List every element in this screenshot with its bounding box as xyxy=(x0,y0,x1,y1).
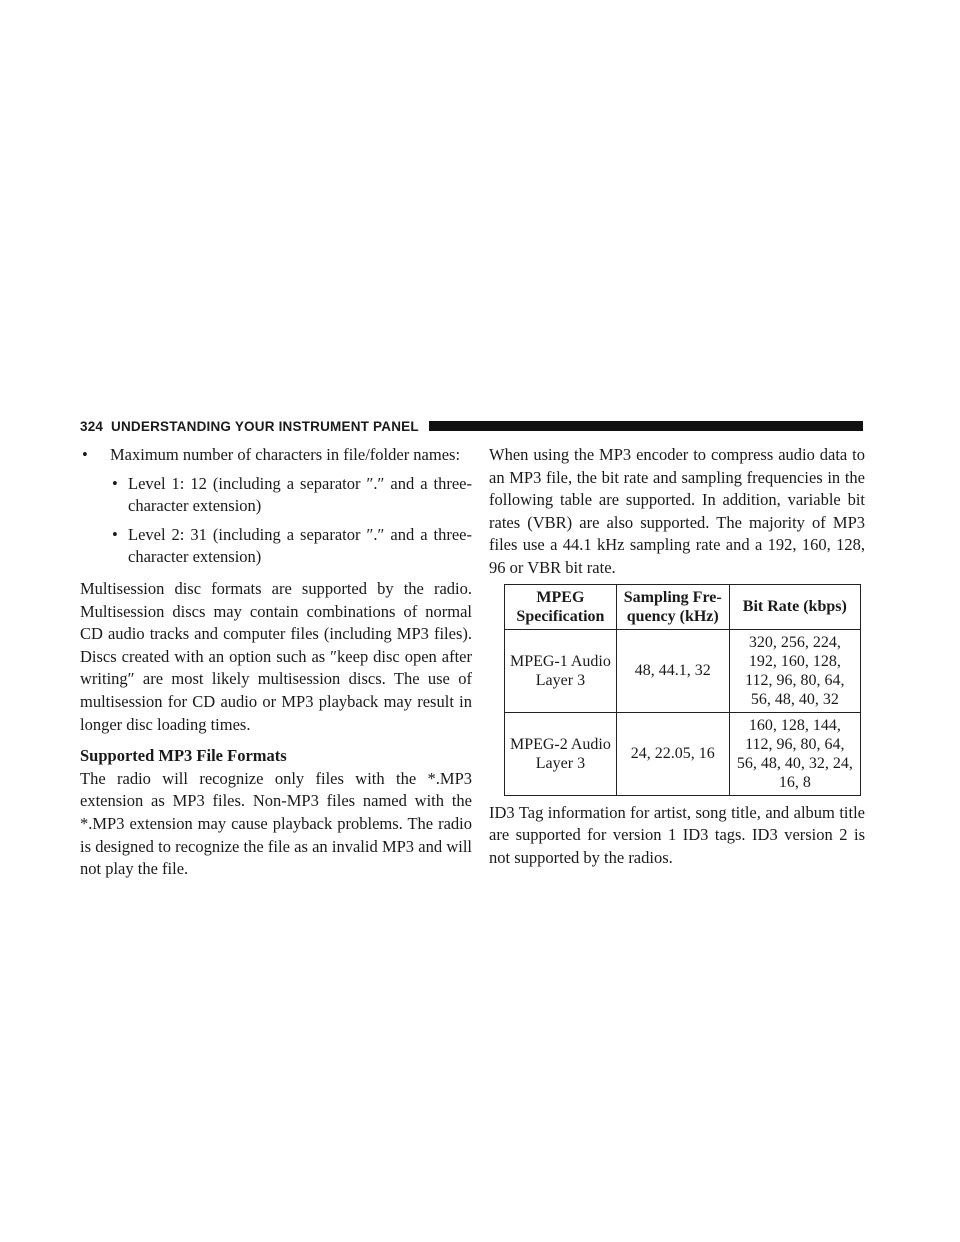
column-header: Sampling Fre-quency (kHz) xyxy=(616,584,729,629)
bullet-icon: • xyxy=(112,473,118,493)
bullet-icon: • xyxy=(112,524,118,544)
header-rule xyxy=(429,421,863,431)
column-header: Bit Rate (kbps) xyxy=(729,584,860,629)
encoder-paragraph: When using the MP3 encoder to compress audio data to an MP3 file, the bit rate and sampling frequencies in the following table are supported. In addition, variable bit rates (VBR) are also supported. The majority of MP3 files use a 44.1 kHz sampling rate and a 192, 160, 128, 96 or VBR bit rate. xyxy=(489,445,865,577)
bullet-item xyxy=(80,444,472,467)
page-header xyxy=(80,418,863,434)
table-cell: 24, 22.05, 16 xyxy=(616,712,729,795)
right-column xyxy=(489,444,865,869)
mp3-format-table xyxy=(504,584,861,796)
table-cell: MPEG-1 Audio Layer 3 xyxy=(505,629,617,712)
table-cell: MPEG-2 Audio Layer 3 xyxy=(505,712,617,795)
section-title: UNDERSTANDING YOUR INSTRUMENT PANEL xyxy=(111,418,419,434)
table-cell: 48, 44.1, 32 xyxy=(616,629,729,712)
bullet-text: Maximum number of characters in file/folder names: xyxy=(110,445,461,464)
sub-bullet-item xyxy=(80,473,472,518)
left-column xyxy=(80,444,472,881)
table-cell: 320, 256, 224, 192, 160, 128, 112, 96, 80, 64, 56, 48, 40, 32 xyxy=(729,629,860,712)
column-header: MPEG Specification xyxy=(505,584,617,629)
sub-bullet-item xyxy=(80,524,472,569)
formats-paragraph: The radio will recognize only files with the *.MP3 extension as MP3 files. Non-MP3 files named with the *.MP3 extension may cause playback problems. The radio is designed to recognize the file as an invalid MP3 and will not play the file. xyxy=(80,768,472,879)
id3-paragraph: ID3 Tag information for artist, song title, and album title are supported for version 1 ID3 tags. ID3 version 2 is not supported by the radios. xyxy=(489,802,865,867)
formats-heading: Supported MP3 File Formats xyxy=(80,746,287,766)
table-header-row xyxy=(505,584,861,629)
table-cell: 160, 128, 144, 112, 96, 80, 64, 56, 48, 40, 32, 24, 16, 8 xyxy=(729,712,860,795)
multisession-paragraph: Multisession disc formats are supported by the radio. Multisession discs may contain combinations of normal CD audio tracks and computer files (including MP3 files). Discs created with an option such as ″keep disc open after writing″ are most likely multisession discs. The use of multisession for CD audio or MP3 playback may result in longer disc loading times. xyxy=(80,578,472,734)
bullet-icon: • xyxy=(82,445,88,464)
header-text xyxy=(80,419,429,434)
page-number: 324 xyxy=(80,418,104,434)
table-row xyxy=(505,712,861,795)
table-row xyxy=(505,629,861,712)
sub-bullet-text: Level 1: 12 (including a separator ″.″ and a three-character extension) xyxy=(128,473,472,516)
sub-bullet-text: Level 2: 31 (including a separator ″.″ and a three-character extension) xyxy=(128,524,472,567)
